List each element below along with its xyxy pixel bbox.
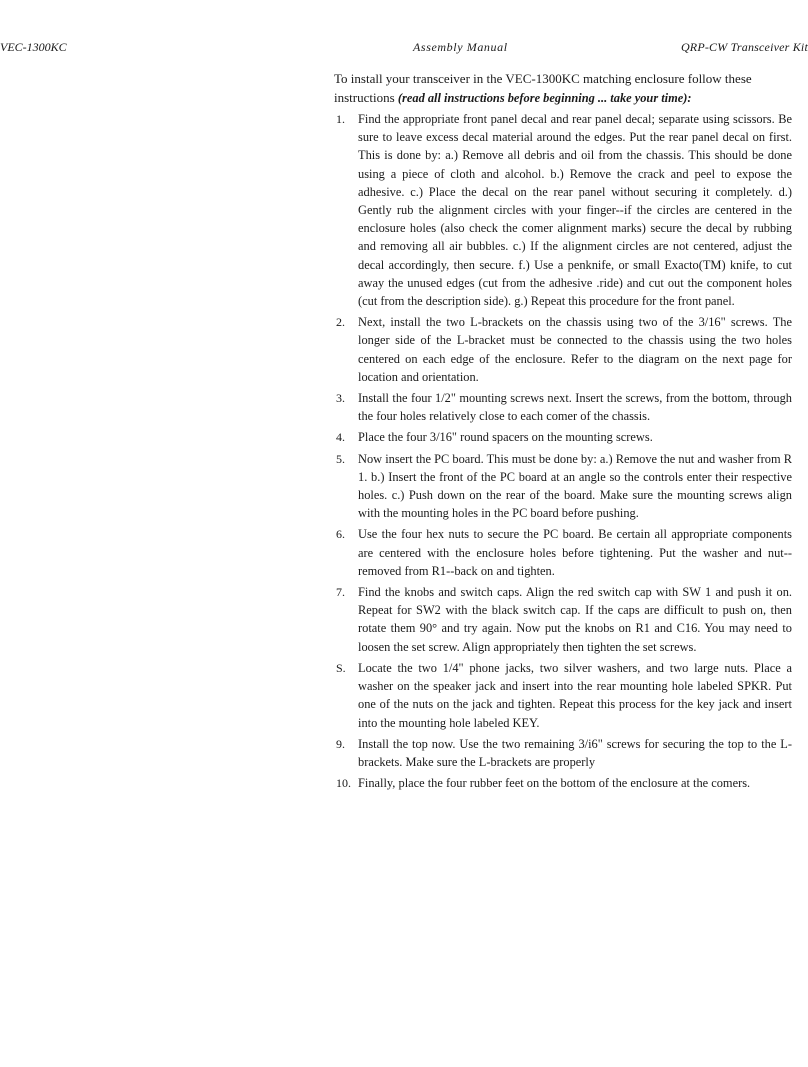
intro-paragraph — [334, 70, 792, 107]
steps-list — [334, 110, 792, 792]
step-text: Find the appropriate front panel decal and rear panel decal; separate using scissors. Be sure to leave excess decal material around the edges. Put the rear panel decal on first. This is done by: a.) Remove all debris and oil from the chassis. This should be done using a piece of cloth and alcohol. b.) Remove the crack and peel to expose the adhesive. c.) Place the decal on the rear panel without securing it completely. d.) Gently rub the alignment circles with your finger--if the circles are centered in the enclosure holes (also check the comer alignment marks) secure the decal by rubbing and removing all air bubbles. c.) If the alignment circles are not centered, adjust the decal accordingly, then secure. f.) Use a penknife, or small Exacto(TM) knife, to cut away the unused edges (cut from the adhesive .ride) and cut out the component holes (cut from the description side). g.) Repeat this procedure for the front panel. — [358, 112, 792, 309]
step-number: 10. — [336, 776, 351, 791]
step-item — [334, 583, 792, 656]
step-text: Place the four 3/16" round spacers on the mounting screws. — [358, 430, 653, 445]
step-item — [334, 110, 792, 310]
intro-text: To install your transceiver in the VEC-1300KC matching enclosure follow these instructions — [334, 71, 752, 105]
step-number: 3. — [336, 391, 345, 406]
step-item — [334, 389, 792, 425]
step-text: Use the four hex nuts to secure the PC board. Be certain all appropriate components are centered with the enclosure holes before tightening. Put the washer and nut--removed from R1--back on and tighten. — [358, 527, 792, 578]
step-text: Finally, place the four rubber feet on the bottom of the enclosure at the comers. — [358, 776, 751, 791]
step-number: 6. — [336, 527, 345, 542]
step-number: 5. — [336, 451, 345, 466]
step-number: 4. — [336, 430, 345, 445]
step-item — [334, 774, 792, 792]
step-number: 9. — [336, 736, 345, 751]
intro-emphasis: (read all instructions before beginning ... take your time): — [397, 90, 692, 105]
instructions-body — [334, 70, 792, 795]
step-text: Next, install the two L-brackets on the chassis using two of the 3/16" screws. The longer side of the L-bracket must be connected to the chassis using the two holes centered on each edge of the enclosure. Refer to the diagram on the next page for location and orientation. — [358, 315, 792, 384]
step-item — [334, 450, 792, 523]
step-item — [334, 659, 792, 732]
header-product: QRP-CW Transceiver Kit — [680, 40, 808, 54]
header-title: Assembly Manual — [413, 40, 508, 54]
page-header — [0, 40, 808, 56]
step-text: Install the top now. Use the two remaining 3/i6" screws for securing the top to the L-brackets. Make sure the L-brackets are properly — [358, 736, 792, 769]
step-text: Locate the two 1/4" phone jacks, two silver washers, and two large nuts. Place a washer on the speaker jack and insert into the rear mounting hole labeled SPKR. Put one of the nuts on the jack and tighten. Repeat this process for the key jack and insert into the mounting hole labeled KEY. — [358, 660, 792, 730]
step-item — [334, 525, 792, 580]
step-item — [334, 428, 792, 446]
header-model: VEC-1300KC — [0, 40, 67, 54]
step-item — [334, 735, 792, 771]
step-number: 7. — [336, 585, 345, 600]
step-text: Find the knobs and switch caps. Align the red switch cap with SW 1 and push it on. Repeat for SW2 with the black switch cap. If the caps are difficult to push on, then rotate them 90° and try again. Now put the knobs on R1 and C16. You may need to loosen the set screw. Align appropriately then tighten the set screws. — [358, 585, 792, 654]
step-number: S. — [336, 660, 346, 675]
step-text: Now insert the PC board. This must be done by: a.) Remove the nut and washer from R 1. b.) Insert the front of the PC board at an angle so the controls enter their respective holes. c.) Push down on the rear of the board. Make sure the mounting screws align with the mounting holes in the PC board before pushing. — [358, 451, 792, 521]
step-number: 1. — [336, 112, 345, 126]
step-number: 2. — [336, 315, 345, 330]
step-item — [334, 313, 792, 386]
step-text: Install the four 1/2" mounting screws next. Insert the screws, from the bottom, through the four holes relatively close to each comer of the chassis. — [358, 391, 792, 424]
